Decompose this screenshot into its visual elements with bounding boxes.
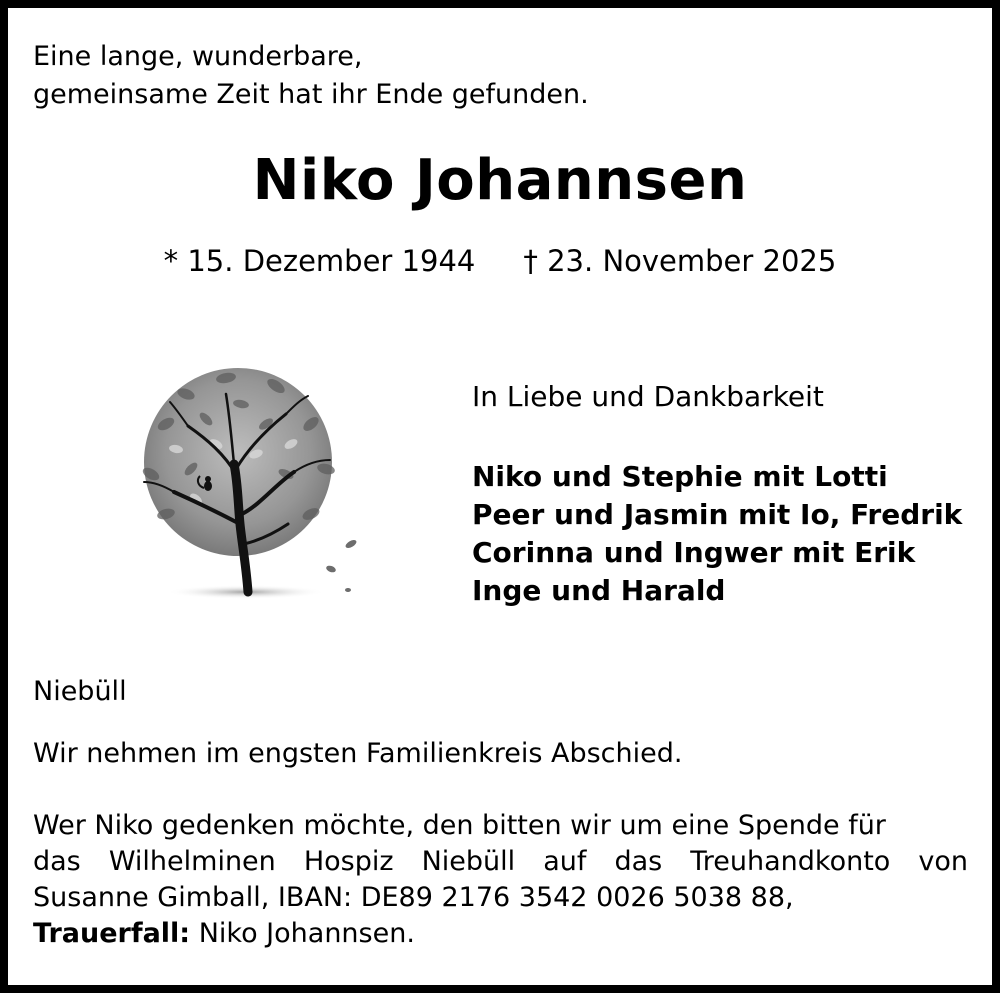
mourner-line: Inge und Harald: [472, 574, 726, 607]
tree-icon: [126, 364, 362, 604]
donation-word: Hospiz: [303, 846, 394, 877]
donation-text: [33, 808, 968, 952]
donation-word: von: [918, 846, 968, 877]
donation-word: auf: [543, 846, 587, 877]
death-date: † 23. November 2025: [523, 244, 837, 278]
donation-line-2: [33, 844, 968, 880]
intro-line-2: gemeinsame Zeit hat ihr Ende gefunden.: [33, 79, 589, 110]
donation-word: das: [33, 846, 81, 877]
mourner-line: Peer und Jasmin mit Io, Fredrik: [472, 498, 963, 531]
donation-line-1: Wer Niko gedenken möchte, den bitten wir um eine Spende für: [33, 810, 886, 841]
donation-line-3: Susanne Gimball, IBAN: DE89 2176 3542 0026 5038 88,: [33, 882, 794, 913]
life-dates: [8, 244, 992, 278]
mourner-line: Niko und Stephie mit Lotti: [472, 460, 888, 493]
donation-word: Wilhelminen: [108, 846, 276, 877]
town-name: Niebüll: [33, 676, 127, 707]
farewell-text: Wir nehmen im engsten Familienkreis Abschied.: [33, 738, 683, 769]
donation-line-4: [33, 916, 968, 952]
intro-line-1: Eine lange, wunderbare,: [33, 41, 363, 72]
mourners-heading: In Liebe und Dankbarkeit: [472, 380, 824, 413]
deceased-name: Niko Johannsen: [252, 148, 748, 213]
donation-word: Niebüll: [421, 846, 516, 877]
intro-text: [33, 38, 589, 114]
donation-reference: Niko Johannsen.: [198, 918, 415, 949]
mourner-line: Corinna und Ingwer mit Erik: [472, 536, 916, 569]
donation-word: Treuhandkonto: [690, 846, 891, 877]
birth-date: * 15. Dezember 1944: [163, 244, 476, 278]
donation-word: das: [614, 846, 663, 877]
mourners-list: [472, 458, 962, 610]
donation-label: Trauerfall:: [33, 918, 191, 949]
